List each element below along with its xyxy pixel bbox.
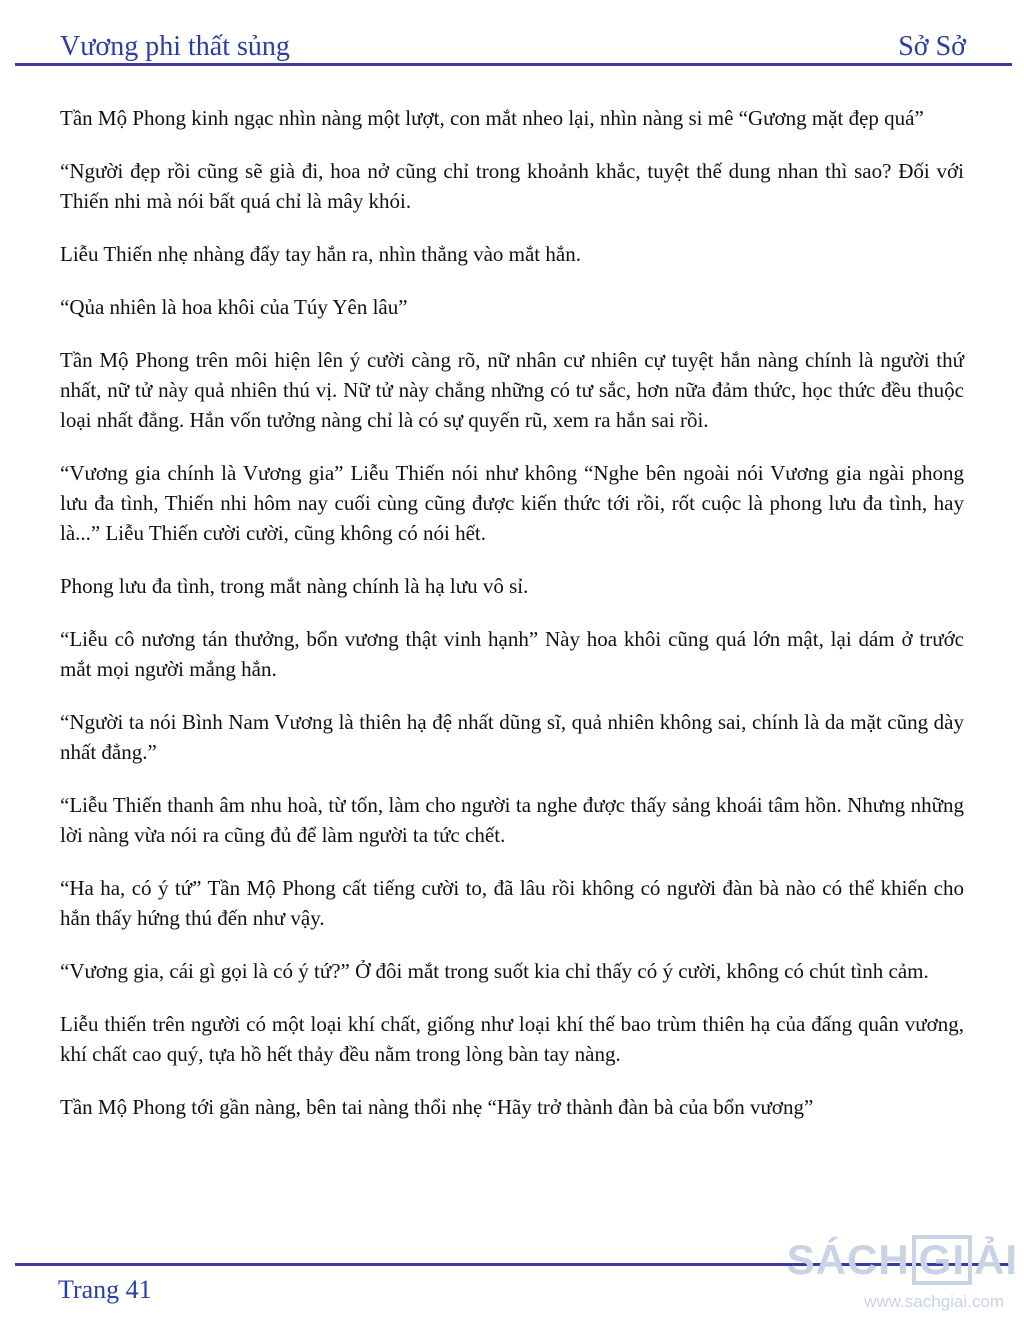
watermark-logo-right: ẢI xyxy=(974,1236,1018,1283)
author-name: Sở Sở xyxy=(898,31,966,62)
paragraph: “Liễu Thiến thanh âm nhu hoà, từ tốn, làm cho người ta nghe được thấy sảng khoái tâm hồn. Nhưng những lời nàng vừa nói ra cũng đủ để làm người ta tức chết. xyxy=(60,793,964,847)
page-number: Trang 41 xyxy=(58,1275,152,1304)
paragraph: “Người đẹp rồi cũng sẽ già đi, hoa nở cũng chỉ trong khoảnh khắc, tuyệt thế dung nhan thì sao? Đối với Thiến nhi mà nói bất quá chỉ là mây khói. xyxy=(60,159,964,213)
site-watermark xyxy=(786,1232,1018,1322)
watermark-url: www.sachgiai.com xyxy=(864,1292,1004,1311)
header-divider xyxy=(15,63,1012,66)
page-header xyxy=(60,24,966,64)
paragraph: Tần Mộ Phong trên môi hiện lên ý cười càng rõ, nữ nhân cư nhiên cự tuyệt hắn nàng chính là người thứ nhất, nữ tử này quả nhiên thú vị. Nữ tử này chẳng những có tư sắc, hơn nữa đảm thức, học thức đều thuộc loại nhất đẳng. Hắn vốn tưởng nàng chỉ là có sự quyến rũ, xem ra hắn sai rồi. xyxy=(60,348,964,432)
paragraph: Tần Mộ Phong tới gần nàng, bên tai nàng thổi nhẹ “Hãy trở thành đàn bà của bổn vương” xyxy=(60,1095,814,1119)
paragraph: Liễu thiến trên người có một loại khí chất, giống như loại khí thế bao trùm thiên hạ của đấng quân vương, khí chất cao quý, tựa hồ hết thảy đều nằm trong lòng bàn tay nàng. xyxy=(60,1012,964,1066)
paragraph: “Vương gia chính là Vương gia” Liễu Thiến nói như không “Nghe bên ngoài nói Vương gia ngài phong lưu đa tình, Thiến nhi hôm nay cuối cùng cũng được kiến thức tới rồi, rốt cuộc là phong lưu đa tình, hay là...” Liễu Thiến cười cười, cũng không có nói hết. xyxy=(60,461,964,545)
paragraph: “Ha ha, có ý tứ” Tần Mộ Phong cất tiếng cười to, đã lâu rồi không có người đàn bà nào có thể khiến cho hắn thấy hứng thú đến như vậy. xyxy=(60,876,964,930)
watermark-logo-left: SÁCH xyxy=(786,1236,910,1283)
paragraph: “Qủa nhiên là hoa khôi của Túy Yên lâu” xyxy=(60,295,408,319)
paragraph: “Liễu cô nương tán thưởng, bổn vương thật vinh hạnh” Này hoa khôi cũng quá lớn mật, lại dám ở trước mắt mọi người mắng hắn. xyxy=(60,627,964,681)
paragraph: Liễu Thiến nhẹ nhàng đẩy tay hắn ra, nhìn thẳng vào mắt hắn. xyxy=(60,242,581,266)
book-title: Vương phi thất sủng xyxy=(60,31,290,62)
watermark-logo-boxed: GI xyxy=(912,1235,972,1285)
paragraph: Tần Mộ Phong kinh ngạc nhìn nàng một lượt, con mắt nheo lại, nhìn nàng si mê “Gương mặt đẹp quá” xyxy=(60,106,924,130)
watermark-logo xyxy=(786,1232,1018,1288)
paragraph: “Vương gia, cái gì gọi là có ý tứ?” Ở đôi mắt trong suốt kia chỉ thấy có ý cười, không có chút tình cảm. xyxy=(60,959,929,983)
paragraph: Phong lưu đa tình, trong mắt nàng chính là hạ lưu vô sỉ. xyxy=(60,574,529,598)
page-body xyxy=(60,103,964,1145)
paragraph: “Người ta nói Bình Nam Vương là thiên hạ đệ nhất dũng sĩ, quả nhiên không sai, chính là da mặt cũng dày nhất đẳng.” xyxy=(60,710,964,764)
